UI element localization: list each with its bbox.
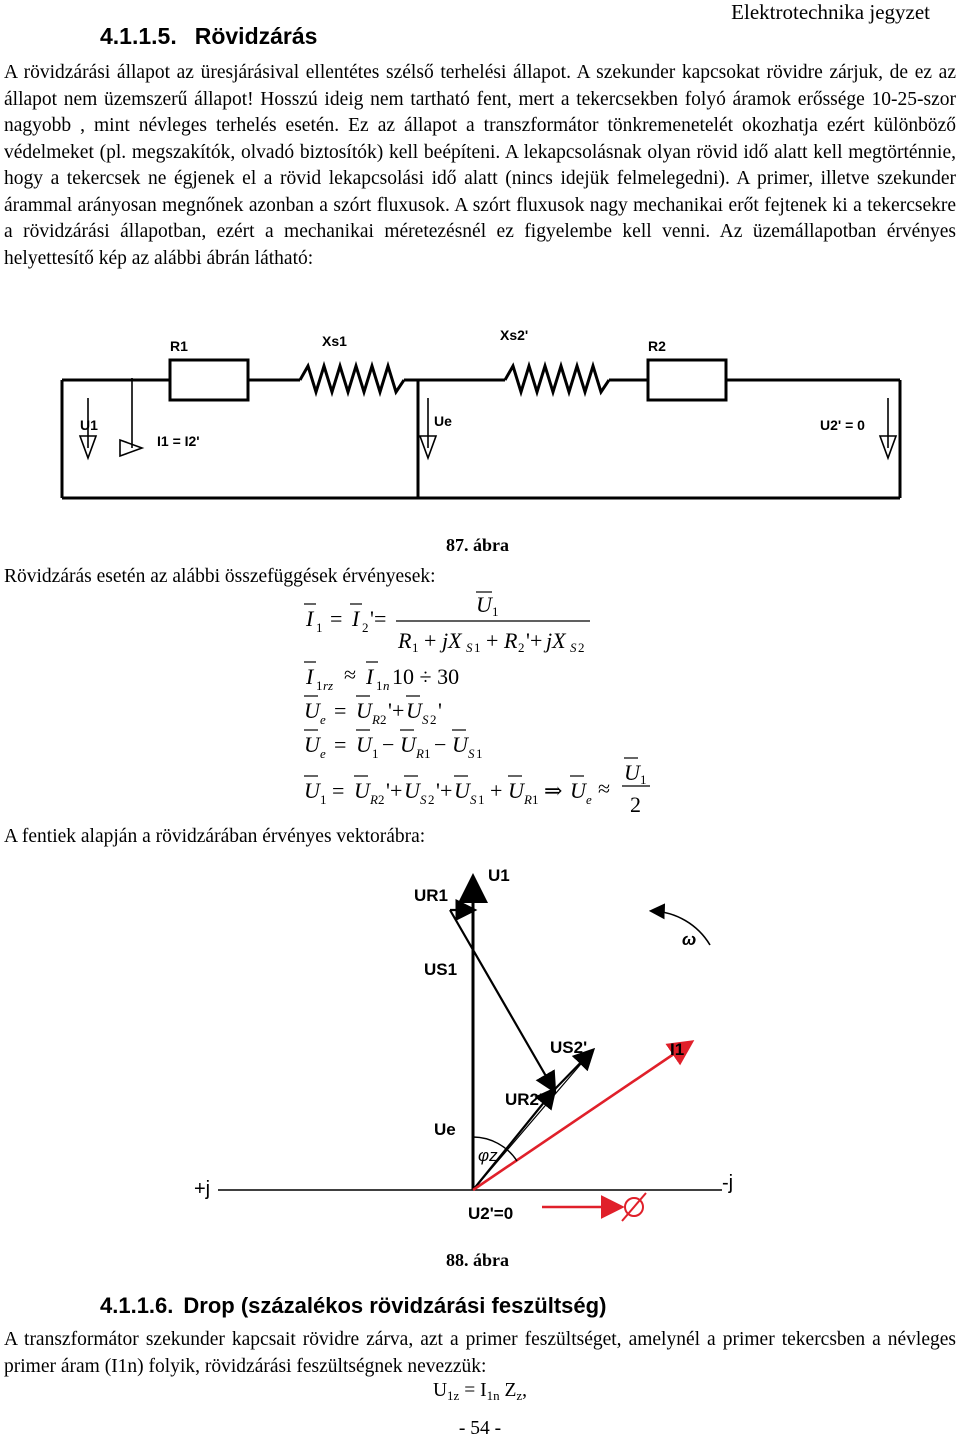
label-minus-j: -j (722, 1172, 734, 1194)
svg-text:U: U (452, 732, 468, 757)
svg-text:R: R (524, 792, 532, 807)
figure-88-caption: 88. ábra (446, 1250, 509, 1270)
section-number: 4.1.1.6. (100, 1293, 174, 1318)
svg-text:=: = (330, 606, 343, 631)
svg-text:+: + (490, 778, 503, 803)
svg-text:1: 1 (320, 792, 327, 807)
label-ur1: UR1 (414, 886, 449, 905)
svg-text:10 ÷ 30: 10 ÷ 30 (392, 664, 460, 689)
svg-text:U: U (354, 778, 370, 803)
svg-text:≈: ≈ (344, 662, 357, 687)
svg-text:R: R (504, 628, 518, 653)
drop-paragraph: A transzformátor szekunder kapcsait rövidre zárva, azt a primer feszültséget, amelynél a primer tekercsben a névleges primer áram (I1n) folyik, rövidzárási feszültségnek nevezzük: (4, 1329, 956, 1377)
svg-text:I: I (306, 664, 314, 689)
label-us1: US1 (424, 960, 458, 979)
svg-text:U: U (356, 732, 372, 757)
svg-text:'+: '+ (388, 698, 405, 723)
inductor-xs1 (300, 366, 404, 392)
eq-z-sub: z (516, 1388, 523, 1403)
svg-text:jX: jX (546, 628, 566, 653)
svg-text:n: n (383, 678, 390, 693)
eq-u-sub: 1z (447, 1388, 460, 1403)
eq-u: U (432, 1380, 448, 1401)
running-header: Elektrotechnika jegyzet (731, 0, 930, 24)
label-us2: US2' (550, 1038, 588, 1057)
svg-text:1: 1 (412, 640, 419, 655)
phi-symbol-icon (622, 1193, 646, 1221)
svg-text:=: = (332, 778, 345, 803)
label-u2: U2' = 0 (820, 417, 865, 433)
svg-text:U: U (406, 698, 422, 723)
svg-text:U: U (454, 778, 470, 803)
svg-text:R: R (370, 792, 378, 807)
svg-text:': ' (438, 698, 442, 723)
eq-equals: = (459, 1380, 481, 1401)
svg-text:U: U (570, 778, 586, 803)
svg-text:+: + (424, 628, 437, 653)
svg-text:U: U (400, 732, 416, 757)
section-number: 4.1.1.5. (100, 23, 177, 49)
svg-text:2: 2 (378, 792, 385, 807)
svg-text:2: 2 (630, 792, 641, 817)
section-title: Drop (százalékos rövidzárási feszültség) (183, 1293, 607, 1318)
svg-text:2: 2 (428, 792, 435, 807)
svg-text:'+: '+ (526, 628, 543, 653)
label-xs1: Xs1 (322, 333, 347, 349)
svg-text:2: 2 (362, 620, 369, 635)
svg-text:e: e (320, 746, 326, 761)
svg-text:U: U (304, 732, 320, 757)
svg-text:I: I (366, 664, 374, 689)
svg-text:1: 1 (372, 746, 379, 761)
svg-text:2: 2 (518, 640, 525, 655)
figure-87-caption: 87. ábra (446, 535, 509, 555)
svg-text:2: 2 (430, 712, 437, 727)
svg-text:U: U (304, 698, 320, 723)
label-u1: U1 (488, 866, 510, 885)
label-u2: U2'=0 (468, 1204, 514, 1223)
svg-text:1: 1 (424, 746, 431, 761)
svg-text:U: U (476, 592, 492, 617)
svg-text:1: 1 (376, 678, 383, 693)
svg-text:=: = (334, 732, 347, 757)
short-circuit-equations (300, 590, 660, 830)
svg-text:jX: jX (442, 628, 462, 653)
eq-z: Z (499, 1380, 517, 1401)
svg-text:S: S (466, 640, 473, 655)
svg-text:2: 2 (380, 712, 387, 727)
svg-text:R: R (398, 628, 412, 653)
svg-text:I: I (306, 606, 314, 631)
svg-text:−: − (382, 732, 395, 757)
svg-text:1: 1 (474, 640, 481, 655)
svg-text:S: S (422, 712, 429, 727)
svg-text:S: S (470, 792, 477, 807)
svg-text:−: − (434, 732, 447, 757)
svg-text:1: 1 (640, 772, 647, 787)
svg-text:≈: ≈ (598, 776, 611, 801)
svg-text:R: R (372, 712, 380, 727)
svg-text:S: S (420, 792, 427, 807)
label-ue: Ue (434, 1120, 456, 1139)
label-phi-z: φz (478, 1146, 498, 1165)
equivalent-circuit-diagram (50, 318, 920, 518)
label-omega: ω (682, 930, 697, 949)
svg-text:1: 1 (492, 604, 499, 619)
svg-text:=: = (334, 698, 347, 723)
svg-text:U: U (356, 698, 372, 723)
section-heading (100, 23, 317, 50)
resistor-r1 (170, 360, 248, 400)
label-r2: R2 (648, 338, 666, 354)
svg-text:U: U (304, 778, 320, 803)
short-circuit-voltage-equation (0, 1380, 960, 1404)
phasor-intro: A fentiek alapján a rövidzárában érvényes vektorábra: (4, 826, 426, 847)
svg-text:'=: '= (370, 606, 387, 631)
svg-text:S: S (468, 746, 475, 761)
svg-text:1: 1 (316, 678, 323, 693)
resistor-r2 (648, 360, 726, 400)
label-r1: R1 (170, 338, 188, 354)
svg-text:2: 2 (578, 640, 585, 655)
eq-i: I (480, 1380, 487, 1401)
section-heading-drop (100, 1293, 606, 1319)
svg-text:1: 1 (478, 792, 485, 807)
label-plus-j: +j (194, 1178, 211, 1200)
svg-text:⇒: ⇒ (544, 778, 563, 803)
label-i1: I1 = I2' (157, 433, 200, 449)
svg-text:U: U (508, 778, 524, 803)
svg-text:+: + (486, 628, 499, 653)
phasor-diagram (190, 855, 780, 1235)
svg-text:e: e (586, 792, 592, 807)
inductor-xs2 (505, 366, 609, 392)
svg-text:'+: '+ (386, 778, 403, 803)
label-ur2: UR2' (505, 1090, 544, 1109)
svg-text:R: R (416, 746, 424, 761)
svg-text:U: U (404, 778, 420, 803)
svg-text:S: S (570, 640, 577, 655)
label-u1: U1 (80, 417, 98, 433)
svg-text:e: e (320, 712, 326, 727)
eq-tail: , (522, 1380, 528, 1401)
svg-text:1: 1 (532, 792, 539, 807)
label-ue: Ue (434, 413, 452, 429)
svg-text:1: 1 (316, 620, 323, 635)
svg-text:'+: '+ (436, 778, 453, 803)
svg-text:I: I (352, 606, 360, 631)
page-number: - 54 - (458, 1418, 502, 1439)
label-i1: I1 (670, 1040, 685, 1059)
equations-intro: Rövidzárás esetén az alábbi összefüggések érvényesek: (4, 566, 436, 587)
eq-i-sub: 1n (486, 1388, 500, 1403)
intro-paragraph: A rövidzárási állapot az üresjárásival ellentétes szélső terhelési állapot. A szekunder kapcsokat rövidre zárjuk, de ez az állapot nem üzemszerű állapot! Hosszú ideig nem tartható fent, mert a tekercsekben folyó áramok erőssége 10-25-szor nagyobb , mint névleges terhelés esetén. Ez az állapot a transzformátor tönkremenetelét okozhatja ezért különböző védelmeket (pl. megszakítók, olvadó biztosítók) kell beépíteni. A lekapcsolásnak olyan rövid idő alatt kell megtörténnie, hogy a tekercsek ne égjenek el a rövid lekapcsolási idő alatt (nincs idejük felmelegedni). A primer, illetve szekunder árammal arányosan megnőnek azonban a szórt fluxusok. A szórt fluxusok nagy mechanikai erőt fejtenek ki a tekercsekre a rövidzárási állapotban, ezért a mechanikai méretezésnél ez figyelembe kell venni. Az üzemállapotban érvényes helyettesítő kép az alábbi ábrán látható: (4, 62, 956, 269)
svg-text:1: 1 (476, 746, 483, 761)
svg-text:U: U (624, 760, 640, 785)
section-title: Rövidzárás (194, 23, 318, 49)
svg-text:rz: rz (323, 678, 334, 693)
label-xs2: Xs2' (500, 327, 529, 343)
